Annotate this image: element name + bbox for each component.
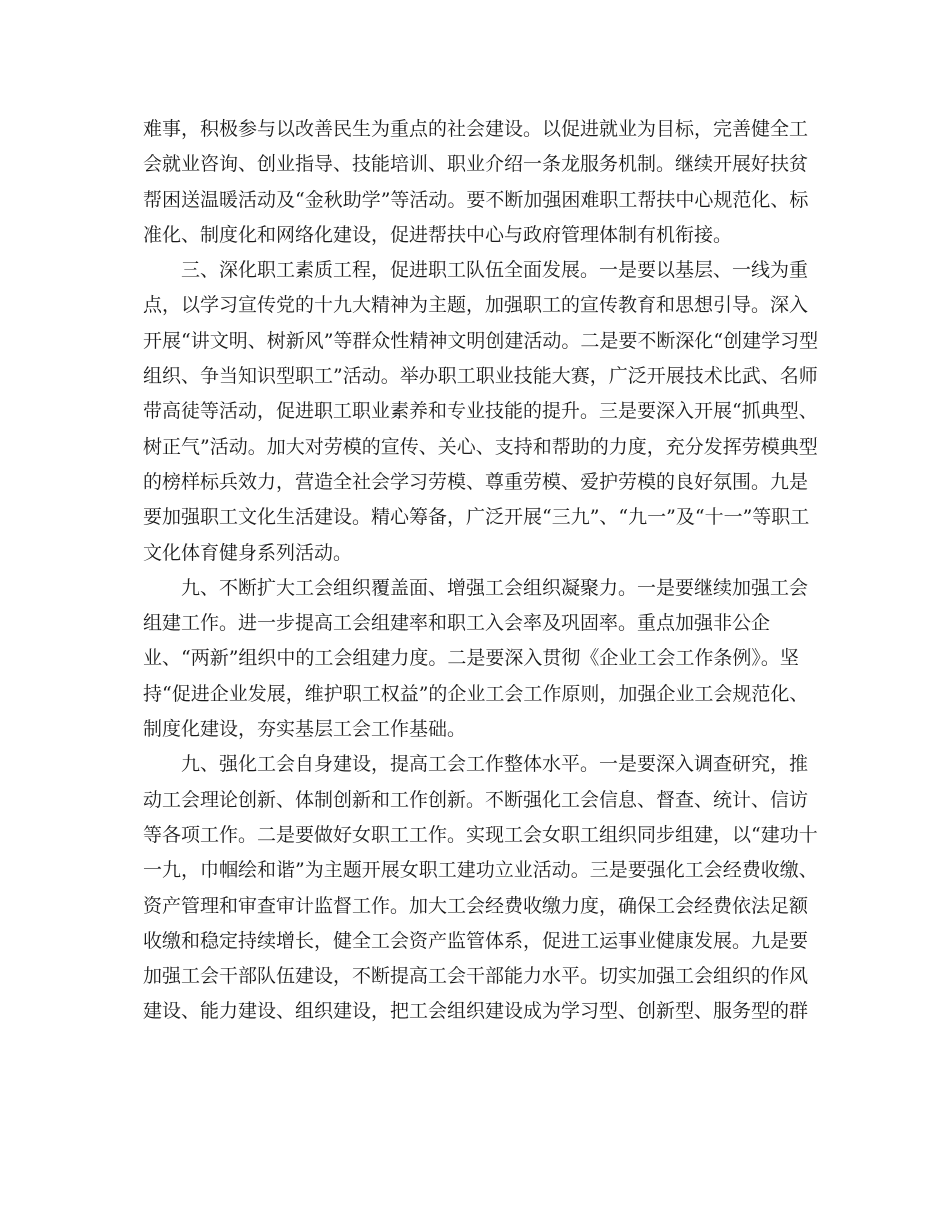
text-line: 九、不断扩大工会组织覆盖面、增强工会组织凝聚力。一是要继续加强工会 (181, 576, 809, 599)
text-line: 组建工作。进一步提高工会组建率和职工入会率及巩固率。重点加强非公企 (143, 612, 771, 635)
text-line: 组织、争当知识型职工”活动。举办职工职业技能大赛，广泛开展技术比武、名师 (143, 365, 818, 388)
paragraph-4 (143, 747, 818, 1029)
text-line: 业、“两新”组织中的工会组建力度。二是要深入贯彻《企业工会工作条例》。坚 (143, 647, 799, 670)
text-line: 会就业咨询、创业指导、技能培训、职业介绍一条龙服务机制。继续开展好扶贫 (143, 153, 809, 176)
text-line: 制度化建设，夯实基层工会工作基础。 (143, 718, 467, 741)
document-body (143, 112, 819, 1030)
text-line: 加强工会干部队伍建设，不断提高工会干部能力水平。切实加强工会组织的作风 (143, 965, 809, 988)
text-line: 的榜样标兵效力，营造全社会学习劳模、尊重劳模、爱护劳模的良好氛围。九是 (143, 470, 809, 493)
paragraph-1 (143, 112, 808, 253)
text-line: 准化、制度化和网络化建设，促进帮扶中心与政府管理体制有机衔接。 (143, 223, 733, 246)
text-line: 树正气”活动。加大对劳模的宣传、关心、支持和帮助的力度，充分发挥劳模典型 (143, 435, 818, 458)
text-line: 点，以学习宣传党的十九大精神为主题，加强职工的宣传教育和思想引导。深入 (143, 294, 809, 317)
text-line: 动工会理论创新、体制创新和工作创新。不断强化工会信息、督查、统计、信访 (143, 788, 809, 811)
text-line: 等各项工作。二是要做好女职工工作。实现工会女职工组织同步组建，以“建功十 (143, 823, 818, 846)
text-line: 九、强化工会自身建设，提高工会工作整体水平。一是要深入调查研究，推 (181, 753, 809, 776)
text-line: 难事，积极参与以改善民生为重点的社会建设。以促进就业为目标，完善健全工 (143, 118, 809, 140)
paragraph-3 (143, 571, 808, 747)
text-line: 文化体育健身系列活动。 (143, 541, 353, 564)
text-line: 一九，巾帼绘和谐”为主题开展女职工建功立业活动。三是要强化工会经费收缴、 (143, 859, 818, 882)
paragraph-2 (143, 253, 819, 571)
text-line: 要加强职工文化生活建设。精心筹备，广泛开展“三九”、“九一”及“十一”等职工 (143, 506, 810, 529)
text-line: 帮困送温暖活动及“金秋助学”等活动。要不断加强困难职工帮扶中心规范化、标 (143, 188, 809, 211)
text-line: 三、深化职工素质工程，促进职工队伍全面发展。一是要以基层、一线为重 (181, 259, 809, 282)
text-line: 收缴和稳定持续增长，健全工会资产监管体系，促进工运事业健康发展。九是要 (143, 929, 809, 952)
text-line: 开展“讲文明、树新风”等群众性精神文明创建活动。二是要不断深化“创建学习型 (143, 329, 819, 352)
text-line: 建设、能力建设、组织建设，把工会组织建设成为学习型、创新型、服务型的群 (143, 1000, 809, 1023)
text-line: 带高徒等活动，促进职工职业素养和专业技能的提升。三是要深入开展“抓典型、 (143, 400, 818, 423)
text-line: 持“促进企业发展，维护职工权益”的企业工会工作原则，加强企业工会规范化、 (143, 682, 809, 705)
text-line: 资产管理和审查审计监督工作。加大工会经费收缴力度，确保工会经费依法足额 (143, 894, 809, 917)
